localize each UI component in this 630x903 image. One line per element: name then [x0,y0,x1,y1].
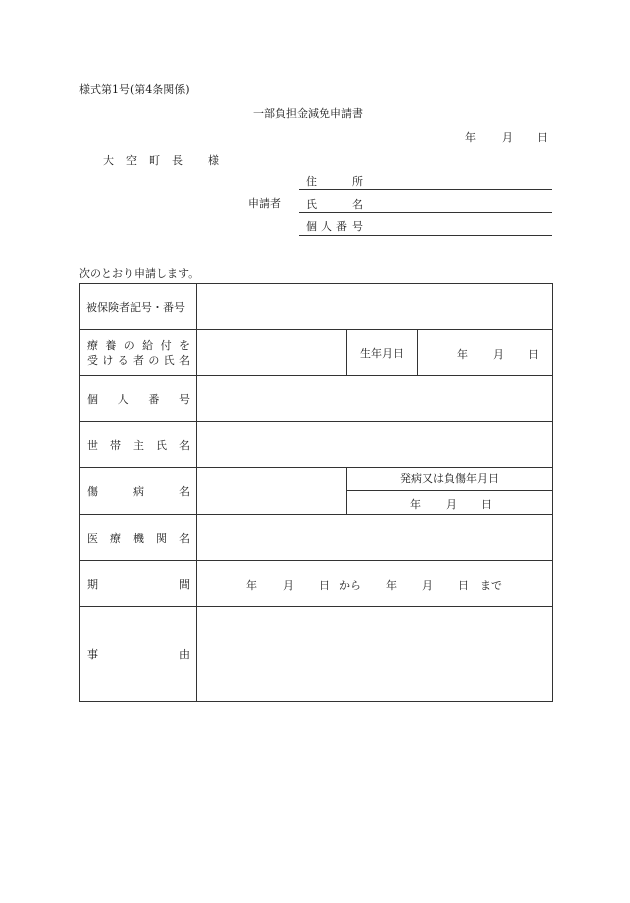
birth-day-unit: 日 [528,347,539,361]
period-to-text: まで [480,578,502,592]
pn-label-d: 号 [352,220,363,233]
insured-number-cell[interactable] [197,284,553,330]
addressee-char: 空 [126,154,137,167]
reason-cell[interactable] [197,607,553,702]
intro-text: 次のとおり申請します。 [79,267,200,280]
form-number: 様式第1号(第4条関係) [79,83,190,96]
applicant-label: 申請者 [248,197,281,210]
onset-label: 発病又は負傷年月日 [347,468,552,491]
date-month: 月 [502,131,513,144]
personal-number-line[interactable] [299,235,552,236]
period-day-to: 日 [458,578,469,592]
table-row [80,468,553,515]
illness-cell[interactable] [197,468,347,515]
period-cell[interactable] [197,561,553,607]
address-label-a: 住 [306,175,317,188]
date-year: 年 [465,131,476,144]
household-head-cell[interactable] [197,422,553,468]
pn-label-c: 番 [336,220,347,233]
date-day: 日 [537,131,548,144]
addressee-char: 長 [172,154,183,167]
onset-day-unit: 日 [481,498,492,511]
page-title: 一部負担金減免申請書 [253,107,363,120]
address-line[interactable] [299,189,552,190]
period-day-from: 日 [319,578,330,592]
personal-number-label: 個 人 番 号 [80,376,197,422]
insured-number-label: 被保険者記号・番号 [80,284,197,330]
institution-cell[interactable] [197,515,553,561]
illness-label: 傷 病 名 [80,468,197,515]
name-label-a: 氏 [306,198,317,211]
institution-label: 医 療 機 関 名 [80,515,197,561]
recipient-label: 療 養 の 給 付 を 受 け る 者 の 氏 名 [80,330,197,376]
application-table [79,283,553,702]
table-row [80,561,553,607]
pn-label-a: 個 [306,220,317,233]
period-year-from: 年 [246,578,257,592]
onset-date-cell[interactable] [347,468,553,515]
address-label-b: 所 [352,175,363,188]
onset-year-unit: 年 [410,498,421,511]
household-head-label: 世 帯 主 氏 名 [80,422,197,468]
period-month-from: 月 [283,578,294,592]
period-from-text: から [339,578,361,592]
table-row [80,515,553,561]
recipient-name-cell[interactable] [197,330,347,376]
addressee-char: 町 [149,154,160,167]
birth-month-unit: 月 [493,347,504,361]
name-line[interactable] [299,212,552,213]
table-row [80,376,553,422]
addressee-char: 大 [103,154,114,167]
period-year-to: 年 [386,578,397,592]
period-label: 期 間 [80,561,197,607]
pn-label-b: 人 [321,220,332,233]
birth-year-unit: 年 [457,347,468,361]
onset-month-unit: 月 [446,498,457,511]
name-label-b: 名 [352,198,363,211]
reason-label: 事 由 [80,607,197,702]
table-row [80,330,553,376]
table-row [80,284,553,330]
personal-number-cell[interactable] [197,376,553,422]
addressee-char: 様 [208,154,219,167]
period-month-to: 月 [422,578,433,592]
table-row [80,607,553,702]
birthdate-cell[interactable] [418,330,553,376]
birthdate-label: 生年月日 [347,330,418,376]
table-row [80,422,553,468]
